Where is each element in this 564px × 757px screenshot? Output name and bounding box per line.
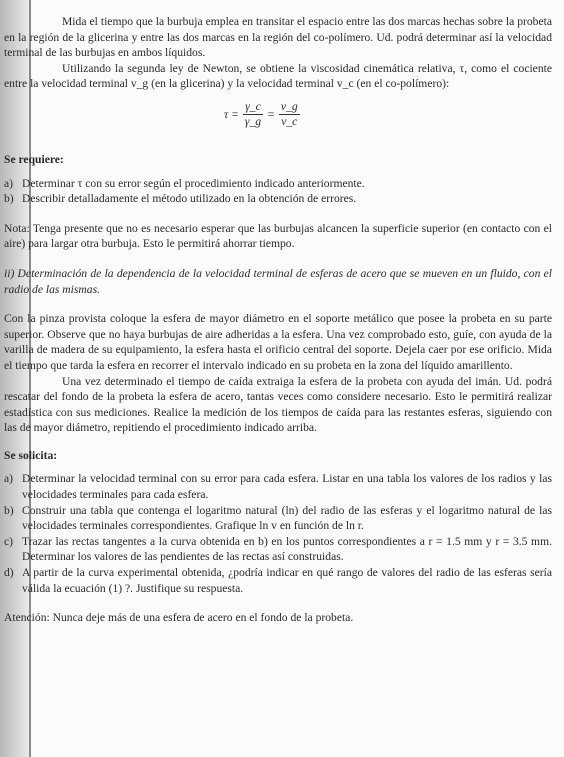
formula-frac2-den: v_c	[281, 114, 298, 128]
part-ii-title: ii) Determinación de la dependencia de la velocidad terminal de esferas de acero que se mueven en un fluido, con el radio de las mismas.	[4, 266, 552, 296]
formula-frac2-num: v_g	[280, 99, 298, 113]
document-page	[4, 14, 552, 626]
paragraph-procedure: Con la pinza provista coloque la esfera de mayor diámetro en el soporte metálico que posee la probeta en su parte superior. Observe que no haya burbujas de aire adheridas a la esfera. Una vez comprobado esto, guíe, con ayuda de la varilla de madera de su equipamiento, la esfera hasta el orificio central del soporte. Dejela caer por ese orificio. Mida el tiempo que tarda la esfera en recorrer el intervalo indicado en su probeta en la zona del líquido amarillento.	[4, 312, 552, 372]
formula-frac1-den: γ_g	[244, 114, 262, 128]
formula-fraction-gamma	[243, 100, 263, 129]
list-item: a) Determinar la velocidad terminal con su error para cada esfera. Listar en una tabla los valores de los radios y las velocidades terminales para cada esfera.	[4, 472, 552, 502]
list-item: b) Construir una tabla que contenga el logaritmo natural (ln) del radio de las esferas y el logaritmo natural de las velocidades terminales correspondientes. Grafique ln v en función de ln r.	[4, 503, 552, 533]
formula-equals: =	[267, 107, 275, 121]
attention-note: Atención: Nunca deje más de una esfera de acero en el fondo de la probeta.	[4, 611, 354, 625]
formula-tau	[4, 98, 552, 138]
paragraph-repeat: Una vez determinado el tiempo de caída extraiga la esfera de la probeta con ayuda del imán. Ud. podrá rescatar del fondo de la probeta la esfera de acero, tantas veces como considere necesario. Esto le permitirá realizar estadística con sus mediciones. Realice la medición de los tiempos de caída para las restantes esferas, siguiendo con las de mayor diámetro, repitiendo el procedimiento indicado arriba.	[4, 374, 552, 435]
section-solicit-heading: Se solicita:	[4, 448, 58, 462]
list-item: b) Describir detalladamente el método utilizado en la obtención de errores.	[4, 192, 357, 206]
paragraph-newton-law: Utilizando la segunda ley de Newton, se obtiene la viscosidad cinemática relativa, τ, como el cociente entre la velocidad terminal v_g (en la glicerina) y la velocidad terminal v_c (en el co-polímero):	[4, 61, 552, 91]
solicit-list	[4, 471, 552, 596]
list-item: a) Determinar τ con su error según el procedimiento indicado anteriormente.	[4, 176, 365, 190]
list-item: d) A partir de la curva experimental obtenida, ¿podría indicar en qué rango de valores del radio de las esferas sería válida la ecuación (1) ?. Justifique su respuesta.	[4, 566, 552, 595]
section-requirements-heading: Se requiere:	[4, 152, 64, 166]
note-paragraph: Nota: Tenga presente que no es necesario esperar que las burbujas alcancen la superficie superior (en contacto con el aire) para largar otra burbuja. Esto le permitirá ahorrar tiempo.	[4, 221, 552, 251]
list-item: c) Trazar las rectas tangentes a la curva obtenida en b) en los puntos correspondientes a r = 1.5 mm y r = 3.5 mm. Determinar los valores de las pendientes de las rectas así construidas.	[4, 534, 552, 564]
requirements-list	[4, 176, 552, 207]
formula-frac1-num: γ_c	[245, 99, 261, 113]
formula-lhs: τ =	[224, 107, 239, 121]
formula-fraction-velocity	[279, 100, 300, 129]
paragraph-measure-time: Mida el tiempo que la burbuja emplea en transitar el espacio entre las dos marcas hechas sobre la probeta en la región de la glicerina y entre las dos marcas en la región del co-polímero. Ud. podrá determinar así la velocidad terminal de las burbujas en ambos líquidos.	[4, 15, 552, 60]
